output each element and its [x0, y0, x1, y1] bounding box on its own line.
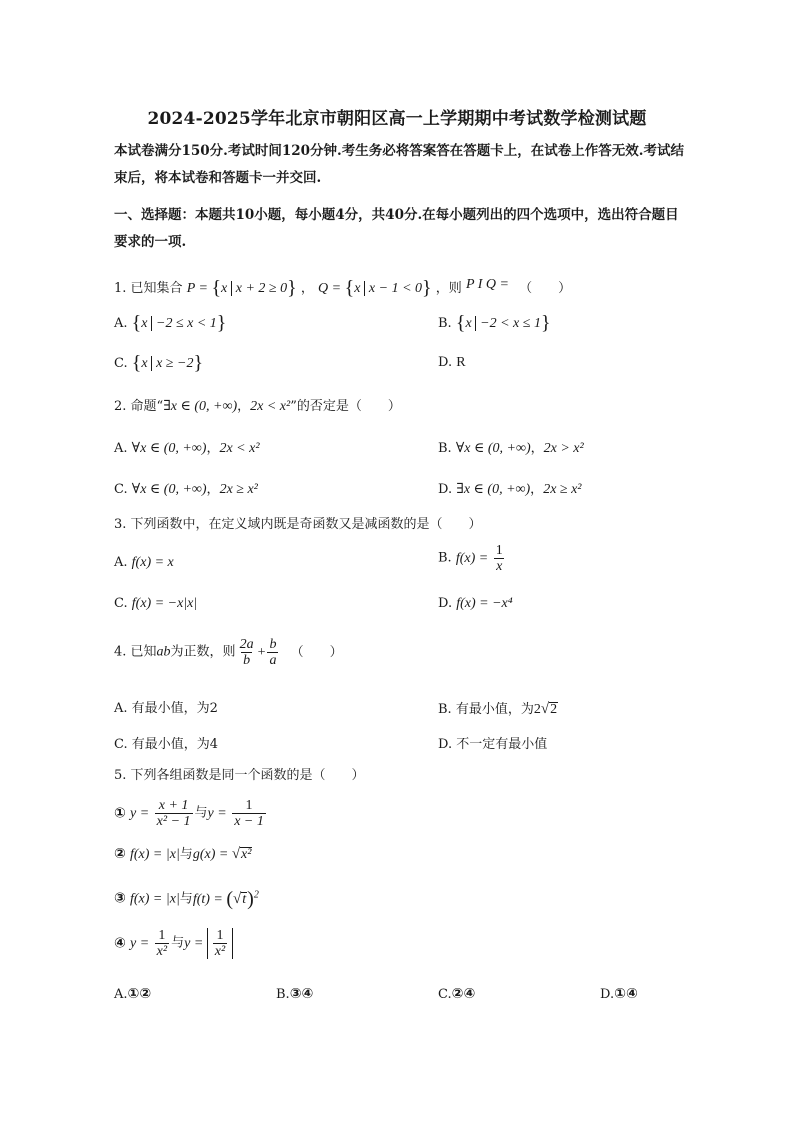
option-text: 有最小值，为4 [131, 737, 219, 752]
q4-answer-blank: （ ） [290, 644, 343, 660]
item-left: y = $\frac{x + 1}{\text{x² − 1}}$ [130, 798, 191, 829]
option-label: C. [114, 482, 128, 497]
q3-option-b [438, 543, 507, 574]
item-yu: 与 [179, 891, 193, 907]
option-math: ∃x ∈ (0, +∞) [456, 482, 531, 497]
option-label: C. [114, 356, 128, 371]
q3-option-a [114, 554, 174, 572]
item-left: f(x) = |x| [130, 891, 180, 907]
option-sep: ， [206, 441, 220, 456]
question-2 [114, 398, 401, 416]
option-label: B. [438, 702, 452, 717]
option-math: {x x ≥ −2} [131, 352, 204, 374]
item-right: y = $\frac{1}{\text{x²}}$ [184, 936, 233, 951]
option-math-2: 2x < x² [219, 441, 260, 456]
q3-option-d [438, 595, 513, 613]
q2-math-1: ∃x ∈ (0, +∞) [163, 399, 238, 414]
option-math: f(x) = −x|x| [131, 596, 198, 611]
q5-option-a [114, 985, 151, 1004]
item-marker: ① [114, 805, 126, 822]
option-label: B. [438, 316, 452, 331]
q4-ab: ab [156, 644, 171, 660]
option-math: f(x) = −x⁴ [456, 596, 513, 611]
option-label: C. [438, 987, 452, 1002]
option-text: ②④ [451, 986, 476, 1002]
option-label: A. [114, 555, 128, 570]
option-text: 不一定有最小值 [456, 737, 548, 752]
option-label: A. [114, 316, 128, 331]
page-title: 2024-2025学年北京市朝阳区高一上学期期中考试数学检测试题 [147, 109, 647, 129]
q1-answer-blank: （ ） [519, 281, 572, 296]
q1-option-a [114, 314, 226, 333]
q4-prefix: 4. 已知 [114, 644, 157, 660]
option-sep: ， [530, 482, 544, 497]
q2-option-a [114, 440, 260, 458]
q1-then: ，则 [435, 281, 462, 296]
q5-item-1 [114, 798, 268, 829]
option-text: 有最小值，为 [455, 702, 534, 717]
item-yu: 与 [179, 847, 193, 862]
q1-set-p: P = {x x + 2 ≥ 0} [186, 277, 297, 299]
option-text: ③④ [289, 986, 314, 1002]
q1-prefix: 1. 已知集合 [114, 281, 183, 296]
question-4 [114, 637, 343, 668]
q1-option-b [438, 314, 551, 333]
q5-item-3 [114, 886, 259, 909]
option-label: B. [276, 987, 290, 1002]
q1-set-q: Q = {x x − 1 < 0} [318, 277, 432, 299]
q5-item-2 [114, 845, 252, 864]
question-1 [114, 276, 571, 298]
q4-option-b [438, 700, 558, 719]
item-right: f(t) = ( √ t )$^2$ [192, 887, 259, 910]
option-label: C. [114, 737, 128, 752]
section-heading: 一、选择题：本题共10小题，每小题4分，共40分.在每小题列出的四个选项中，选出符合题目要求的一项. [114, 207, 679, 250]
option-math: f(x) = x [131, 555, 174, 570]
option-text: 有最小值，为2 [131, 701, 218, 716]
option-label: D. [438, 355, 453, 370]
item-marker: ② [114, 846, 126, 862]
q4-mid: 为正数，则 [170, 644, 236, 660]
q3-option-c [114, 595, 197, 613]
option-text: ①④ [614, 986, 638, 1002]
q4-option-c [114, 736, 218, 754]
option-text: ①② [127, 986, 152, 1002]
q1-comma: ， [300, 281, 314, 296]
item-right: y = $\frac{1}{x - 1}$ [207, 798, 264, 829]
q4-option-a [114, 700, 218, 718]
exam-instructions: 本试卷满分150分.考试时间120分钟.考生务必将答案答在答题卡上，在试卷上作答无效.考试结束后，将本试卷和答题卡一并交回. [114, 143, 684, 186]
item-yu: 与 [194, 805, 208, 821]
option-label: D. [438, 737, 453, 752]
question-5: 5. 下列各组函数是同一个函数的是（ ） [114, 768, 365, 783]
option-label: B. [438, 550, 452, 566]
option-label: D. [438, 596, 453, 611]
option-sep: ， [530, 441, 544, 456]
item-yu: 与 [171, 935, 185, 951]
q2-math-2: 2x < x² [250, 399, 291, 414]
option-math-2: 2x ≥ x² [219, 482, 258, 497]
q2-option-d [438, 481, 582, 499]
q5-option-b [276, 985, 313, 1004]
q2-option-c [114, 481, 258, 499]
item-left: f(x) = |x| [130, 847, 180, 862]
option-label: C. [114, 596, 128, 611]
option-math: R [456, 355, 466, 370]
item-marker: ④ [114, 935, 126, 952]
option-math: {x −2 < x ≤ 1} [455, 312, 551, 334]
option-label: B. [438, 441, 452, 456]
option-label: A. [114, 701, 128, 716]
option-math-2: 2x ≥ x² [543, 482, 582, 497]
q5-item-4 [114, 928, 233, 959]
option-math: f(x) = $\frac{1}{x}$ [455, 543, 503, 574]
item-marker: ③ [114, 890, 126, 907]
question-3: 3. 下列函数中，在定义域内既是奇函数又是减函数的是（ ） [114, 517, 482, 532]
q1-expression: P I Q = [465, 277, 509, 292]
q2-suffix: ”的否定是（ ） [290, 399, 401, 414]
option-label: D. [600, 987, 615, 1002]
q1-option-c [114, 354, 203, 373]
option-math-2: 2x > x² [543, 441, 584, 456]
q5-option-c [438, 985, 475, 1004]
q5-option-d [600, 985, 638, 1004]
option-label: A. [114, 987, 128, 1002]
q4-option-d [438, 736, 547, 754]
option-math: ∀x ∈ (0, +∞) [455, 441, 531, 456]
item-left: y = $\frac{1}{\text{x²}}$ [130, 928, 168, 959]
option-math: {x −2 ≤ x < 1} [131, 312, 227, 334]
option-label: D. [438, 482, 453, 497]
q2-sep: ， [237, 399, 251, 414]
option-math: ∀x ∈ (0, +∞) [131, 441, 207, 456]
q4-expression: $\frac{2a}{b}$ + $\frac{b}{a}$ [239, 637, 277, 668]
q2-option-b [438, 440, 584, 458]
option-math: 2 √ 2 [533, 701, 558, 717]
q2-prefix: 2. 命题“ [114, 399, 164, 414]
item-right: g(x) = √ x² [192, 846, 252, 862]
option-label: A. [114, 441, 128, 456]
option-math: ∀x ∈ (0, +∞) [131, 482, 207, 497]
option-sep: ， [206, 482, 220, 497]
q1-option-d [438, 354, 466, 372]
